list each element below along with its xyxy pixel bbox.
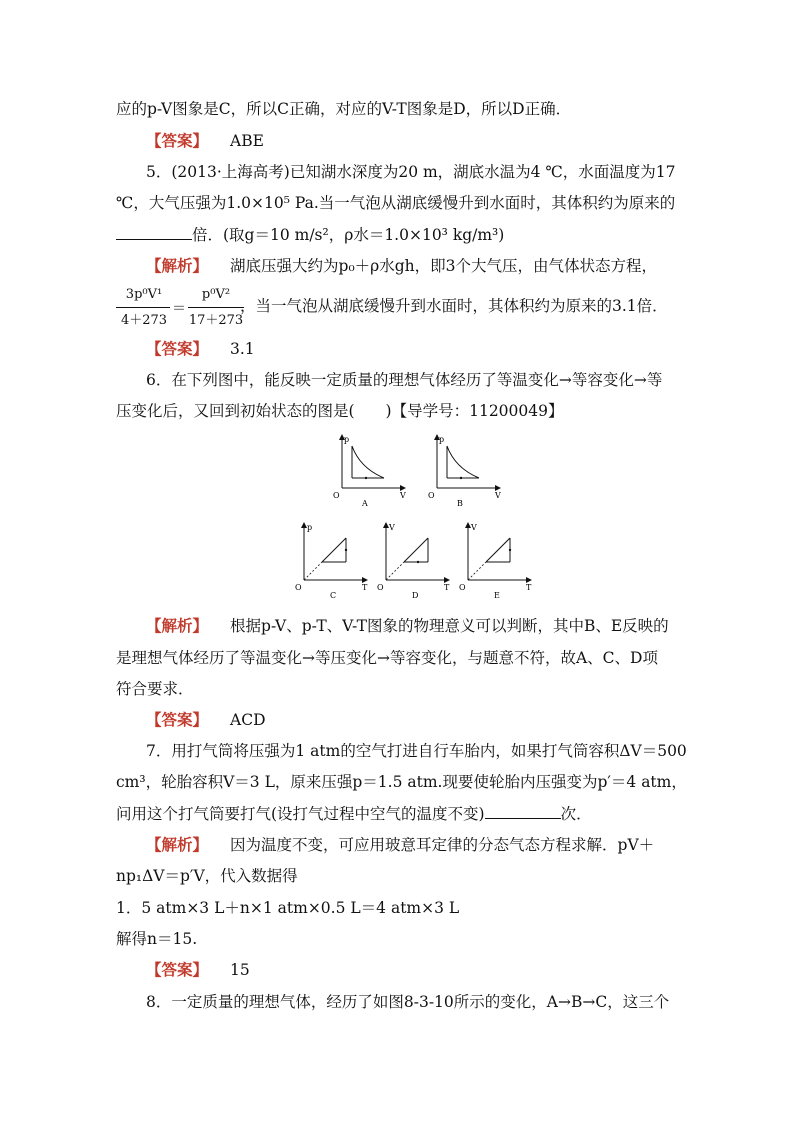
fraction-numerator-1: 3p⁰V¹ (125, 287, 163, 302)
origin-label: O (333, 491, 340, 500)
graph-label: E (494, 591, 500, 600)
analysis-7-line-1 (146, 835, 654, 855)
graph-c (292, 520, 372, 604)
answer-tag: 【答案】 (146, 131, 209, 150)
origin-label: O (295, 583, 302, 592)
analysis-6-line-2: 是理想气体经历了等温变化→等压变化→等容变化，与题意不符，故A、C、D项 (116, 649, 658, 667)
analysis-text: 湖底压强大约为p₀＋ρ水gh，即3个大气压，由气体状态方程， (230, 257, 658, 275)
analysis-5-line-2: ，当一气泡从湖底缓慢升到水面时，其体积约为原来的3.1倍． (240, 297, 668, 315)
graph-a (330, 432, 410, 512)
answer-value: ACD (230, 711, 266, 729)
analysis-tag: 【解析】 (146, 256, 209, 275)
question-8-line-1: 8．一定质量的理想气体，经历了如图8-3-10所示的变化，A→B→C，这三个 (146, 993, 670, 1011)
answer-line-7 (146, 960, 250, 980)
origin-label: O (377, 583, 384, 592)
graph-d (374, 520, 454, 604)
y-axis-label: V (471, 523, 477, 532)
y-axis-label: p (307, 523, 313, 532)
question-6-line-2: 压变化后，又回到初始状态的图是( )【导学号：11200049】 (116, 402, 564, 420)
question-5-line-2: ℃，大气压强为1.0×10⁵ Pa.当一气泡从湖底缓慢升到水面时，其体积约为原来的 (116, 194, 676, 212)
answer-line-4 (146, 131, 264, 151)
y-axis-label: p (344, 435, 350, 444)
answer-tag: 【答案】 (146, 710, 209, 729)
question-7-line-3 (116, 804, 592, 824)
graph-label: D (412, 591, 419, 600)
analysis-tag: 【解析】 (146, 616, 209, 635)
fraction-numerator-2: p⁰V² (201, 287, 231, 302)
fraction-bar-1 (116, 307, 170, 308)
question-7-line-2: cm³，轮胎容积V＝3 L，原来压强p＝1.5 atm.现要使轮胎内压强变为p′＝4 atm， (116, 773, 687, 791)
question-7-tail: 次． (560, 805, 592, 823)
analysis-5-line-1 (146, 256, 657, 276)
state-equation-fraction (116, 287, 244, 329)
question-5-line-3 (116, 225, 504, 245)
origin-label: O (459, 583, 466, 592)
equation-line: 1．5 atm×3 L＋n×1 atm×0.5 L＝4 atm×3 L (116, 899, 460, 917)
answer-tag: 【答案】 (146, 339, 209, 358)
answer-value: 3.1 (230, 340, 255, 358)
analysis-6-line-3: 符合要求． (116, 680, 194, 698)
text-line: 应的p-V图象是C，所以C正确，对应的V-T图象是D，所以D正确． (116, 100, 572, 118)
question-5-tail: 倍．(取g＝10 m/s²，ρ水＝1.0×10³ kg/m³) (192, 226, 505, 244)
y-axis-label: V (389, 523, 395, 532)
graph-b (425, 432, 505, 512)
x-axis-label: T (362, 583, 368, 592)
answer-value: ABE (230, 132, 264, 150)
fraction-denominator-2: 17＋273 (188, 313, 244, 328)
x-axis-label: T (526, 583, 532, 592)
graph-label: C (330, 591, 337, 600)
x-axis-label: V (400, 491, 406, 500)
question-6-line-1: 6．在下列图中，能反映一定质量的理想气体经历了等温变化→等容变化→等 (146, 371, 663, 389)
question-7-text: 问用这个打气筒要打气(设打气过程中空气的温度不变) (116, 805, 485, 823)
analysis-6-line-1 (146, 616, 669, 636)
analysis-text: 根据p-V、p-T、V-T图象的物理意义可以判断，其中B、E反映的 (230, 617, 669, 635)
question-5-line-1: 5．(2013·上海高考)已知湖水深度为20 m，湖底水温为4 ℃，水面温度为17 (146, 163, 676, 181)
y-axis-label: p (439, 435, 445, 444)
analysis-tag: 【解析】 (146, 835, 209, 854)
answer-value: 15 (230, 961, 250, 979)
graph-label: B (457, 499, 463, 508)
answer-blank (485, 804, 561, 819)
solution-line: 解得n＝15. (116, 930, 198, 948)
fraction-bar-2 (188, 307, 244, 308)
equals-sign: ＝ (172, 301, 186, 317)
analysis-7-line-2: np₁ΔV＝p′V，代入数据得 (116, 867, 298, 885)
analysis-text: 因为温度不变，可应用玻意耳定律的分态气态方程求解．pV＋ (230, 836, 655, 854)
x-axis-label: V (495, 491, 501, 500)
answer-line-5 (146, 339, 255, 359)
question-7-line-1: 7．用打气筒将压强为1 atm的空气打进自行车胎内，如果打气筒容积ΔV＝500 (146, 742, 687, 760)
x-axis-label: T (444, 583, 450, 592)
answer-line-6 (146, 710, 266, 730)
graph-label: A (362, 499, 368, 508)
answer-blank (116, 225, 192, 240)
answer-tag: 【答案】 (146, 960, 209, 979)
graph-e (456, 520, 536, 604)
fraction-denominator-1: 4＋273 (120, 313, 168, 328)
origin-label: O (428, 491, 435, 500)
